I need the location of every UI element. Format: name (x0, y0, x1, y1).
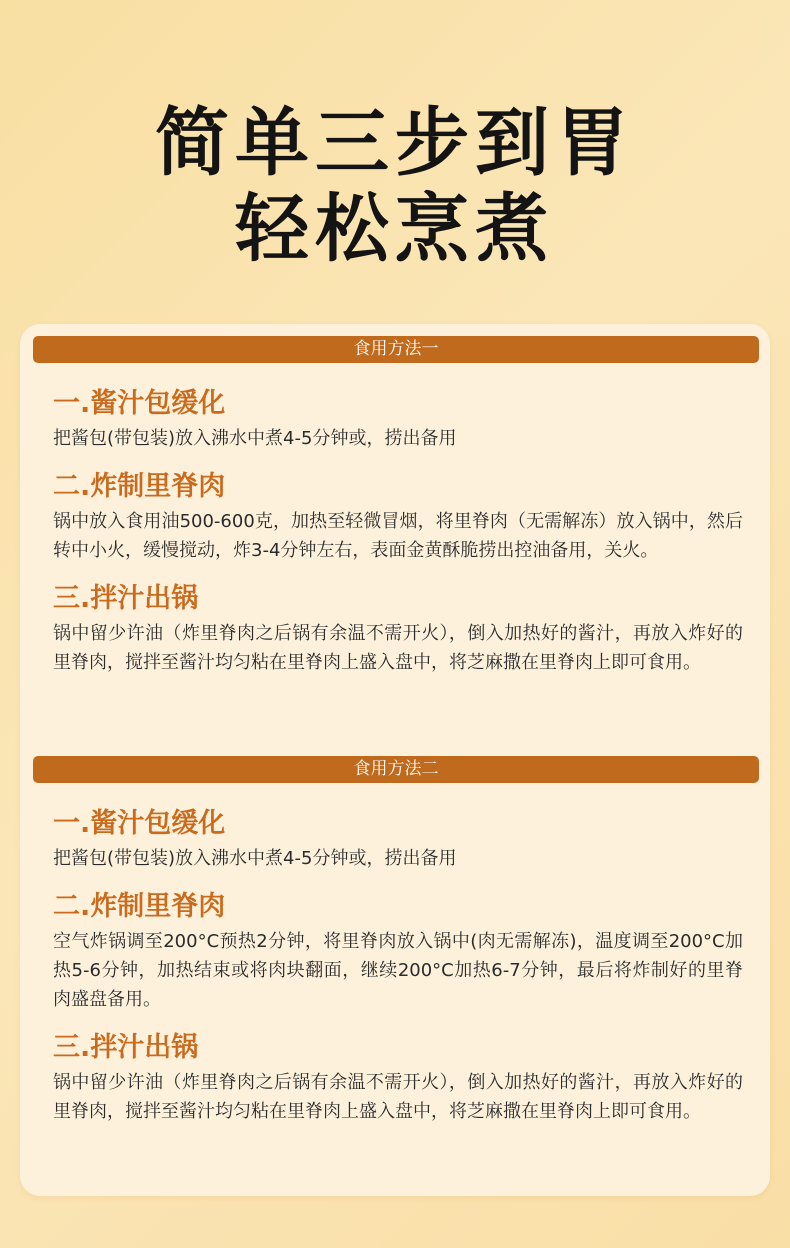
method-1-step-3-title: 三.拌汁出锅 (53, 583, 199, 614)
method-1-step-1-title: 一.酱汁包缓化 (53, 388, 226, 419)
method-2-step-1-title: 一.酱汁包缓化 (53, 808, 226, 839)
method-2-step-2-text: 空气炸锅调至200°C预热2分钟，将里脊肉放入锅中(肉无需解冻)，温度调至200°C加热5-6分钟，加热结束或将肉块翻面，继续200°C加热6-7分钟，最后将炸制好的里脊肉盛盘备用。 (53, 931, 743, 1010)
method-1-header: 食用方法一 (33, 336, 759, 363)
title-line-1: 简单三步到胃 (155, 100, 635, 186)
page-title (0, 100, 790, 272)
method-2-header: 食用方法二 (33, 756, 759, 783)
method-1-step-1-text: 把酱包(带包装)放入沸水中煮4-5分钟或，捞出备用 (53, 428, 457, 449)
method-1-step-2-title: 二.炸制里脊肉 (53, 471, 226, 502)
method-1-step-3-text: 锅中留少许油（炸里脊肉之后锅有余温不需开火），倒入加热好的酱汁，再放入炸好的里脊肉，搅拌至酱汁均匀粘在里脊肉上盛入盘中，将芝麻撒在里脊肉上即可食用。 (53, 623, 743, 673)
instructions-card (20, 324, 770, 1196)
method-2-step-3-text: 锅中留少许油（炸里脊肉之后锅有余温不需开火），倒入加热好的酱汁，再放入炸好的里脊肉，搅拌至酱汁均匀粘在里脊肉上盛入盘中，将芝麻撒在里脊肉上即可食用。 (53, 1072, 743, 1122)
title-line-2: 轻松烹煮 (235, 186, 555, 272)
method-2-section (53, 804, 743, 1130)
method-2-step-2-title: 二.炸制里脊肉 (53, 891, 226, 922)
method-1-step-2-text: 锅中放入食用油500-600克，加热至轻微冒烟，将里脊肉（无需解冻）放入锅中，然后转中小火，缓慢搅动，炸3-4分钟左右，表面金黄酥脆捞出控油备用，关火。 (53, 511, 743, 561)
method-2-step-3-title: 三.拌汁出锅 (53, 1032, 199, 1063)
method-1-section (53, 384, 743, 681)
method-2-step-1-text: 把酱包(带包装)放入沸水中煮4-5分钟或，捞出备用 (53, 848, 457, 869)
